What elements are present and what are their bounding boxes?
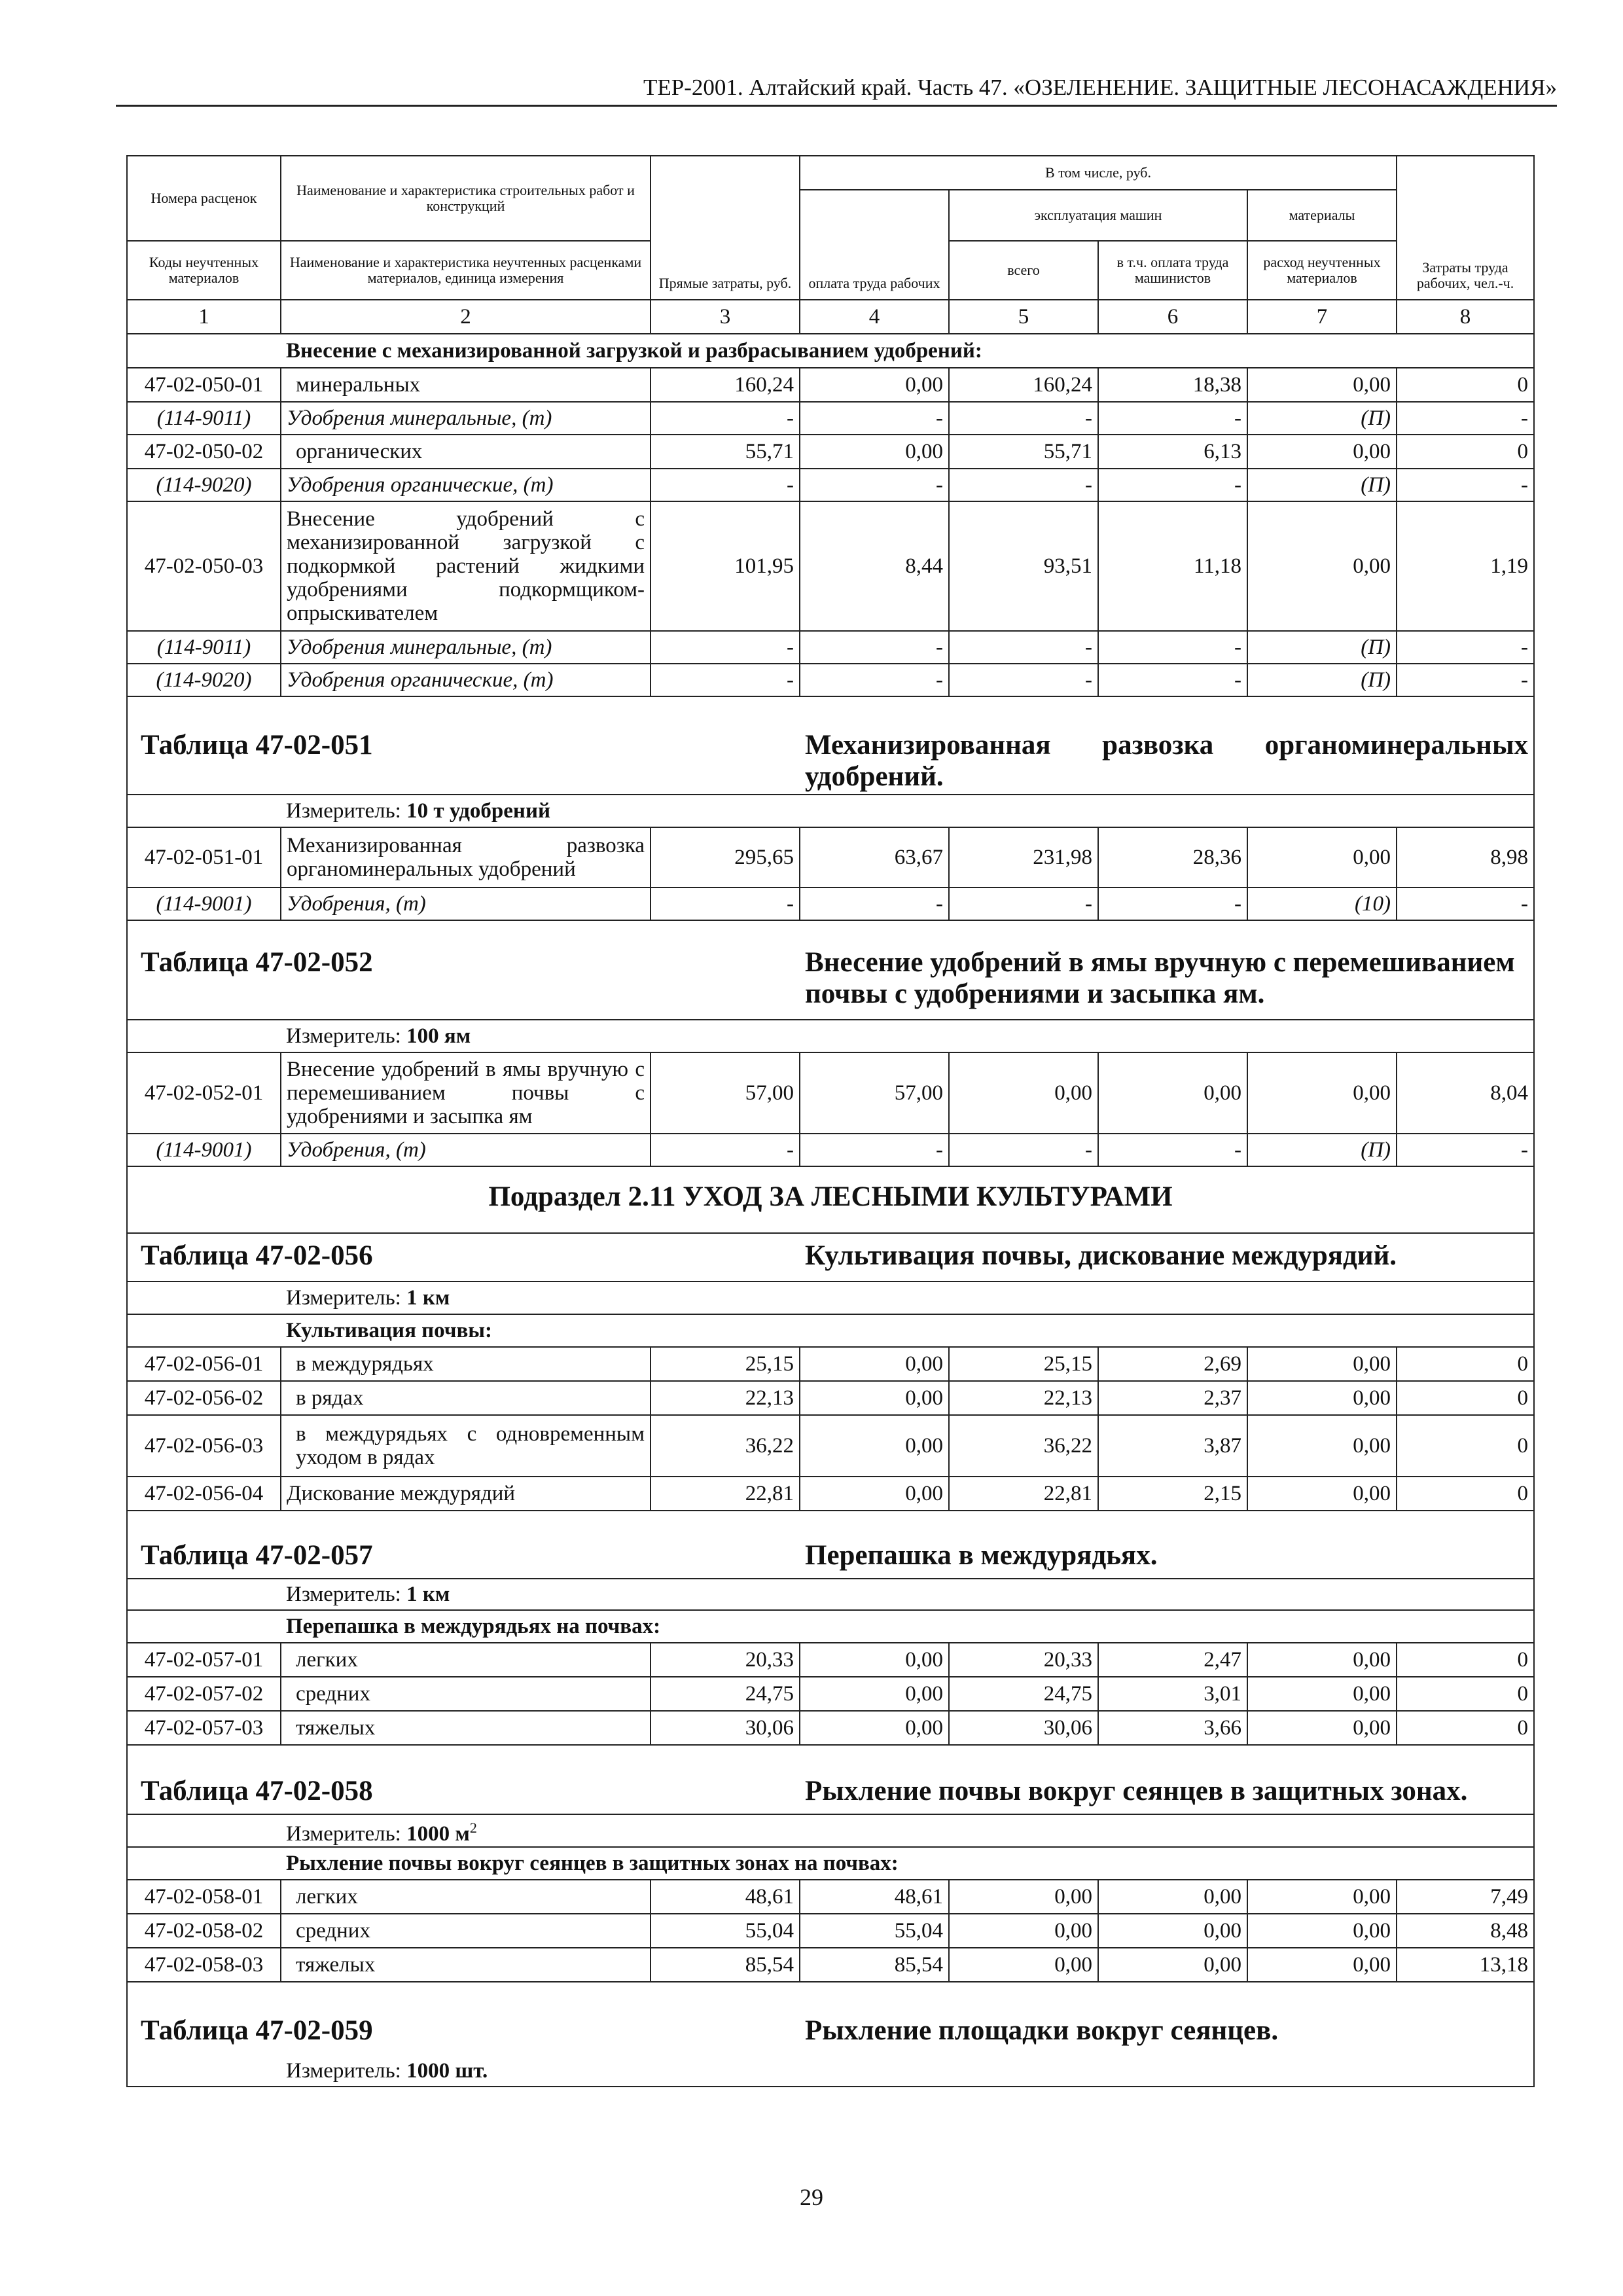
- subsection-title: Подраздел 2.11 УХОД ЗА ЛЕСНЫМИ КУЛЬТУРАМИ: [127, 1166, 1534, 1233]
- rate-code: 47-02-050-01: [127, 368, 281, 402]
- worker-pay: 57,00: [800, 1052, 949, 1134]
- machines-total: 20,33: [949, 1643, 1098, 1677]
- rate-name: легких: [281, 1643, 651, 1677]
- machinists-pay: 2,15: [1098, 1477, 1247, 1511]
- materials-header: материалы: [1247, 190, 1397, 241]
- machinists-pay: 2,47: [1098, 1643, 1247, 1677]
- labor-hours-header: Затраты труда рабочих, чел.-ч.: [1397, 156, 1534, 300]
- rate-code: 47-02-058-03: [127, 1948, 281, 1982]
- table-row: [127, 1134, 1534, 1166]
- col-number-5: 5: [949, 300, 1098, 334]
- materials-amount: 0,00: [1247, 501, 1397, 631]
- table-title-row: [127, 1982, 1534, 2055]
- section-heading-row: [127, 334, 1534, 368]
- measure-prefix: Измеритель:: [286, 2058, 401, 2083]
- materials-amount: 0,00: [1247, 1052, 1397, 1134]
- materials-amount: 0,00: [1247, 1347, 1397, 1381]
- rate-code: 47-02-051-01: [127, 827, 281, 888]
- table-title-row: [127, 696, 1534, 795]
- materials-amount: (П): [1247, 402, 1397, 435]
- col2-top-header: Наименование и характеристика строительных работ и конструкций: [281, 156, 651, 241]
- table-058-heading: Рыхление почвы вокруг сеянцев в защитных зонах на почвах:: [281, 1847, 1534, 1880]
- measure-row: [127, 795, 1534, 827]
- direct-costs-header: Прямые затраты, руб.: [651, 156, 800, 300]
- direct-costs: 55,71: [651, 435, 800, 469]
- machines-total: 55,71: [949, 435, 1098, 469]
- table-057-label: Таблица 47-02-057: [127, 1511, 800, 1579]
- worker-pay: -: [800, 888, 949, 920]
- direct-costs: 22,81: [651, 1477, 800, 1511]
- table-row: [127, 1948, 1534, 1982]
- measure-prefix: Измеритель:: [286, 1286, 401, 1310]
- labor-hours: 0: [1397, 1677, 1534, 1711]
- material-code: (114-9011): [127, 402, 281, 435]
- worker-pay: 0,00: [800, 1347, 949, 1381]
- measure-row: [127, 1579, 1534, 1610]
- worker-pay: 85,54: [800, 1948, 949, 1982]
- material-code: (114-9020): [127, 664, 281, 696]
- machines-total-header: всего: [949, 241, 1098, 300]
- table-056-heading: Культивация почвы:: [281, 1314, 1534, 1347]
- table-row: [127, 1052, 1534, 1134]
- machines-total: 22,13: [949, 1381, 1098, 1415]
- machines-total: 231,98: [949, 827, 1098, 888]
- rate-code: 47-02-057-01: [127, 1643, 281, 1677]
- table-row: [127, 631, 1534, 664]
- measure-prefix: Измеритель:: [286, 1024, 401, 1048]
- machines-total: 0,00: [949, 1052, 1098, 1134]
- section-heading-row: [127, 1847, 1534, 1880]
- materials-amount: 0,00: [1247, 1711, 1397, 1745]
- machinists-pay: 0,00: [1098, 1052, 1247, 1134]
- table-056-title: Культивация почвы, дискование междурядий.: [800, 1233, 1534, 1282]
- rate-name: тяжелых: [281, 1711, 651, 1745]
- materials-amount: 0,00: [1247, 1643, 1397, 1677]
- table-row: [127, 402, 1534, 435]
- materials-amount: 0,00: [1247, 1415, 1397, 1477]
- table-057-measure: [281, 1579, 1534, 1610]
- table-row: [127, 1381, 1534, 1415]
- table-row: [127, 1711, 1534, 1745]
- rate-code: 47-02-057-02: [127, 1677, 281, 1711]
- table-title-row: [127, 920, 1534, 1020]
- machinists-pay-header: в т.ч. оплата труда машинистов: [1098, 241, 1247, 300]
- direct-costs: 24,75: [651, 1677, 800, 1711]
- direct-costs: -: [651, 1134, 800, 1166]
- measure-value: 1000 шт.: [406, 2058, 488, 2083]
- measure-value: 1 км: [406, 1583, 450, 1606]
- machines-total: 30,06: [949, 1711, 1098, 1745]
- section-heading-row: [127, 1314, 1534, 1347]
- measure-prefix: Измеритель:: [286, 1821, 401, 1846]
- material-code: (114-9001): [127, 1134, 281, 1166]
- machines-total: 25,15: [949, 1347, 1098, 1381]
- subsection-row: [127, 1166, 1534, 1233]
- labor-hours: -: [1397, 888, 1534, 920]
- materials-amount: (10): [1247, 888, 1397, 920]
- materials-amount: 0,00: [1247, 1948, 1397, 1982]
- table-row: [127, 1677, 1534, 1711]
- rate-code: 47-02-058-01: [127, 1880, 281, 1914]
- page-number: 29: [800, 2184, 823, 2210]
- direct-costs: 57,00: [651, 1052, 800, 1134]
- labor-hours: -: [1397, 402, 1534, 435]
- section-050-heading: Внесение с механизированной загрузкой и разбрасыванием удобрений:: [281, 334, 1534, 368]
- rate-name: средних: [281, 1677, 651, 1711]
- worker-pay: 0,00: [800, 1643, 949, 1677]
- table-051-label: Таблица 47-02-051: [127, 696, 800, 795]
- materials-amount: 0,00: [1247, 1381, 1397, 1415]
- section-heading-row: [127, 1610, 1534, 1643]
- direct-costs: 25,15: [651, 1347, 800, 1381]
- running-header: ТЕР-2001. Алтайский край. Часть 47. «ОЗЕЛЕНЕНИЕ. ЗАЩИТНЫЕ ЛЕСОНАСАЖДЕНИЯ»: [643, 75, 1557, 100]
- labor-hours: 0: [1397, 435, 1534, 469]
- direct-costs: 48,61: [651, 1880, 800, 1914]
- materials-amount: (П): [1247, 469, 1397, 501]
- materials-amount: 0,00: [1247, 1477, 1397, 1511]
- worker-pay: 63,67: [800, 827, 949, 888]
- machines-total: -: [949, 888, 1098, 920]
- machines-total: 24,75: [949, 1677, 1098, 1711]
- machines-header: эксплуатация машин: [949, 190, 1247, 241]
- materials-amount: (П): [1247, 631, 1397, 664]
- labor-hours: 8,04: [1397, 1052, 1534, 1134]
- table-row: [127, 435, 1534, 469]
- machinists-pay: 2,37: [1098, 1381, 1247, 1415]
- machines-total: -: [949, 664, 1098, 696]
- worker-pay: 0,00: [800, 368, 949, 402]
- rate-code: 47-02-056-04: [127, 1477, 281, 1511]
- labor-hours: 1,19: [1397, 501, 1534, 631]
- rate-code: 47-02-056-02: [127, 1381, 281, 1415]
- machinists-pay: 3,01: [1098, 1677, 1247, 1711]
- col1-top-header: Номера расценок: [127, 156, 281, 241]
- table-row: [127, 1643, 1534, 1677]
- table-059-title: Рыхление площадки вокруг сеянцев.: [800, 1982, 1534, 2055]
- table-title-row: [127, 1233, 1534, 1282]
- measure-row: [127, 1282, 1534, 1314]
- labor-hours: 0: [1397, 1711, 1534, 1745]
- machinists-pay: 3,66: [1098, 1711, 1247, 1745]
- labor-hours: 0: [1397, 368, 1534, 402]
- direct-costs: -: [651, 664, 800, 696]
- material-name: Удобрения минеральные, (т): [281, 631, 651, 664]
- material-name: Удобрения минеральные, (т): [281, 402, 651, 435]
- col2-bottom-header: Наименование и характеристика неучтенных расценками материалов, единица измерения: [281, 241, 651, 300]
- rate-code: 47-02-056-01: [127, 1347, 281, 1381]
- measure-row: [127, 1020, 1534, 1052]
- rate-name: в междурядьях: [281, 1347, 651, 1381]
- table-title-row: [127, 1745, 1534, 1814]
- table-057-title: Перепашка в междурядьях.: [800, 1511, 1534, 1579]
- rate-name: легких: [281, 1880, 651, 1914]
- machinists-pay: 0,00: [1098, 1880, 1247, 1914]
- worker-pay: -: [800, 402, 949, 435]
- rate-name: Внесение удобрений в ямы вручную с перемешиванием почвы с удобрениями и засыпка ям: [281, 1052, 651, 1134]
- worker-pay: 0,00: [800, 1711, 949, 1745]
- machines-total: -: [949, 402, 1098, 435]
- table-row: [127, 368, 1534, 402]
- worker-pay: -: [800, 631, 949, 664]
- worker-pay: -: [800, 1134, 949, 1166]
- table-row: [127, 501, 1534, 631]
- measure-value: 10 т удобрений: [406, 799, 550, 823]
- rates-table: [126, 155, 1533, 2087]
- labor-hours: 8,98: [1397, 827, 1534, 888]
- material-name: Удобрения органические, (т): [281, 664, 651, 696]
- labor-hours: 0: [1397, 1415, 1534, 1477]
- table-052-title: Внесение удобрений в ямы вручную с перемешиванием почвы с удобрениями и засыпка ям.: [800, 920, 1534, 1020]
- rate-code: 47-02-052-01: [127, 1052, 281, 1134]
- column-numbers-row: [127, 300, 1534, 334]
- machinists-pay: -: [1098, 888, 1247, 920]
- main-table: [126, 155, 1535, 2087]
- labor-hours: 0: [1397, 1347, 1534, 1381]
- direct-costs: 20,33: [651, 1643, 800, 1677]
- table-row: [127, 1477, 1534, 1511]
- table-title-row: [127, 1511, 1534, 1579]
- measure-row: [127, 2055, 1534, 2087]
- worker-pay: -: [800, 469, 949, 501]
- col-number-4: 4: [800, 300, 949, 334]
- labor-hours: 7,49: [1397, 1880, 1534, 1914]
- materials-amount: 0,00: [1247, 1677, 1397, 1711]
- rate-code: 47-02-050-02: [127, 435, 281, 469]
- machinists-pay: 18,38: [1098, 368, 1247, 402]
- table-058-label: Таблица 47-02-058: [127, 1745, 800, 1814]
- direct-costs: -: [651, 631, 800, 664]
- machinists-pay: 6,13: [1098, 435, 1247, 469]
- labor-hours: -: [1397, 1134, 1534, 1166]
- worker-pay: -: [800, 664, 949, 696]
- rate-name: Механизированная развозка органоминеральных удобрений: [281, 827, 651, 888]
- worker-pay: 8,44: [800, 501, 949, 631]
- rate-name: минеральных: [281, 368, 651, 402]
- machinists-pay: 3,87: [1098, 1415, 1247, 1477]
- rate-name: Внесение удобрений с механизированной загрузкой с подкормкой растений жидкими удобрениями подкормщиком-опрыскивателем: [281, 501, 651, 631]
- rate-code: 47-02-057-03: [127, 1711, 281, 1745]
- direct-costs: 85,54: [651, 1948, 800, 1982]
- machines-total: 22,81: [949, 1477, 1098, 1511]
- in-total-header: В том числе, руб.: [800, 156, 1397, 190]
- direct-costs: 55,04: [651, 1914, 800, 1948]
- material-name: Удобрения органические, (т): [281, 469, 651, 501]
- machines-total: 36,22: [949, 1415, 1098, 1477]
- table-row: [127, 1347, 1534, 1381]
- measure-superscript: 2: [469, 1819, 477, 1836]
- machinists-pay: 11,18: [1098, 501, 1247, 631]
- table-056-label: Таблица 47-02-056: [127, 1233, 800, 1282]
- materials-amount: 0,00: [1247, 368, 1397, 402]
- rate-name: тяжелых: [281, 1948, 651, 1982]
- rate-name: в рядах: [281, 1381, 651, 1415]
- worker-pay: 55,04: [800, 1914, 949, 1948]
- direct-costs: 295,65: [651, 827, 800, 888]
- labor-hours: 0: [1397, 1381, 1534, 1415]
- rate-code: 47-02-056-03: [127, 1415, 281, 1477]
- material-name: Удобрения, (т): [281, 1134, 651, 1166]
- table-059-measure: [281, 2055, 1534, 2087]
- worker-pay: 0,00: [800, 435, 949, 469]
- col-number-2: 2: [281, 300, 651, 334]
- col-number-8: 8: [1397, 300, 1534, 334]
- direct-costs: 22,13: [651, 1381, 800, 1415]
- measure-row: [127, 1814, 1534, 1847]
- materials-amount: 0,00: [1247, 1880, 1397, 1914]
- machinists-pay: -: [1098, 1134, 1247, 1166]
- worker-pay: 0,00: [800, 1415, 949, 1477]
- header-rule: [116, 105, 1557, 107]
- machines-total: -: [949, 631, 1098, 664]
- col1-bottom-header: Коды неучтенных материалов: [127, 241, 281, 300]
- materials-amount: 0,00: [1247, 827, 1397, 888]
- direct-costs: 36,22: [651, 1415, 800, 1477]
- measure-value: 100 ям: [406, 1024, 471, 1048]
- machinists-pay: 0,00: [1098, 1914, 1247, 1948]
- table-052-label: Таблица 47-02-052: [127, 920, 800, 1020]
- table-row: [127, 1880, 1534, 1914]
- col-number-3: 3: [651, 300, 800, 334]
- rate-name: в междурядьях с одновременным уходом в рядах: [281, 1415, 651, 1477]
- labor-hours: 0: [1397, 1643, 1534, 1677]
- col-number-6: 6: [1098, 300, 1247, 334]
- table-052-measure: [281, 1020, 1534, 1052]
- materials-amount: 0,00: [1247, 435, 1397, 469]
- machinists-pay: -: [1098, 402, 1247, 435]
- table-056-measure: [281, 1282, 1534, 1314]
- machines-total: 93,51: [949, 501, 1098, 631]
- machines-total: -: [949, 1134, 1098, 1166]
- unaccounted-materials-header: расход неучтенных материалов: [1247, 241, 1397, 300]
- col-number-1: 1: [127, 300, 281, 334]
- table-row: [127, 664, 1534, 696]
- machines-total: 160,24: [949, 368, 1098, 402]
- machinists-pay: 28,36: [1098, 827, 1247, 888]
- labor-hours: -: [1397, 631, 1534, 664]
- table-row: [127, 1415, 1534, 1477]
- machines-total: 0,00: [949, 1914, 1098, 1948]
- materials-amount: 0,00: [1247, 1914, 1397, 1948]
- table-058-measure: [281, 1814, 1534, 1847]
- machinists-pay: -: [1098, 469, 1247, 501]
- labor-hours: 0: [1397, 1477, 1534, 1511]
- table-059-label: Таблица 47-02-059: [127, 1982, 800, 2055]
- material-code: (114-9001): [127, 888, 281, 920]
- col-number-7: 7: [1247, 300, 1397, 334]
- machines-total: 0,00: [949, 1948, 1098, 1982]
- rate-code: 47-02-058-02: [127, 1914, 281, 1948]
- table-row: [127, 827, 1534, 888]
- table-row: [127, 469, 1534, 501]
- worker-pay: 0,00: [800, 1381, 949, 1415]
- table-row: [127, 1914, 1534, 1948]
- direct-costs: 30,06: [651, 1711, 800, 1745]
- measure-prefix: Измеритель:: [286, 799, 401, 823]
- direct-costs: 101,95: [651, 501, 800, 631]
- labor-hours: 8,48: [1397, 1914, 1534, 1948]
- table-058-title: Рыхление почвы вокруг сеянцев в защитных зонах.: [800, 1745, 1534, 1814]
- labor-hours: 13,18: [1397, 1948, 1534, 1982]
- table-051-title: Механизированная развозка органоминеральных удобрений.: [800, 696, 1534, 795]
- materials-amount: (П): [1247, 1134, 1397, 1166]
- header-row-1: [127, 156, 1534, 190]
- direct-costs: -: [651, 888, 800, 920]
- material-code: (114-9011): [127, 631, 281, 664]
- machinists-pay: 0,00: [1098, 1948, 1247, 1982]
- direct-costs: 160,24: [651, 368, 800, 402]
- rate-name: средних: [281, 1914, 651, 1948]
- rate-code: 47-02-050-03: [127, 501, 281, 631]
- material-name: Удобрения, (т): [281, 888, 651, 920]
- machinists-pay: -: [1098, 631, 1247, 664]
- rate-name: Дискование междурядий: [281, 1477, 651, 1511]
- material-code: (114-9020): [127, 469, 281, 501]
- worker-pay-header: оплата труда рабочих: [800, 190, 949, 300]
- measure-value: 1 км: [406, 1286, 450, 1310]
- table-057-heading: Перепашка в междурядьях на почвах:: [281, 1610, 1534, 1643]
- worker-pay: 0,00: [800, 1677, 949, 1711]
- direct-costs: -: [651, 402, 800, 435]
- worker-pay: 0,00: [800, 1477, 949, 1511]
- materials-amount: (П): [1247, 664, 1397, 696]
- table-051-measure: [281, 795, 1534, 827]
- direct-costs: -: [651, 469, 800, 501]
- table-row: [127, 888, 1534, 920]
- labor-hours: -: [1397, 664, 1534, 696]
- measure-prefix: Измеритель:: [286, 1583, 401, 1606]
- labor-hours: -: [1397, 469, 1534, 501]
- machines-total: -: [949, 469, 1098, 501]
- worker-pay: 48,61: [800, 1880, 949, 1914]
- measure-value: 1000 м: [406, 1821, 470, 1846]
- machinists-pay: -: [1098, 664, 1247, 696]
- machines-total: 0,00: [949, 1880, 1098, 1914]
- machinists-pay: 2,69: [1098, 1347, 1247, 1381]
- rate-name: органических: [281, 435, 651, 469]
